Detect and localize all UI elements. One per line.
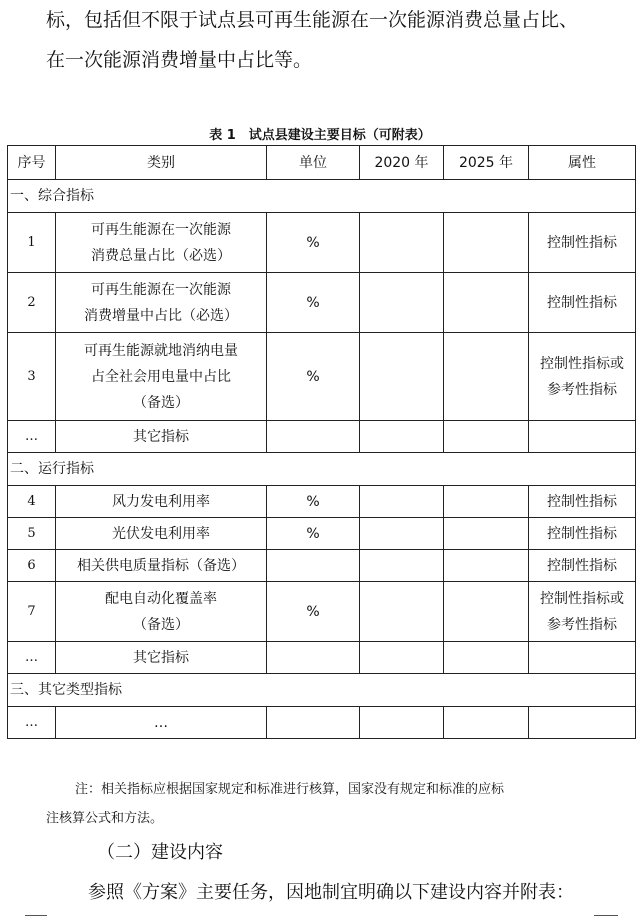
cell-no: 4 [8, 486, 56, 518]
cell-no: 3 [8, 333, 56, 421]
section-row [8, 453, 636, 486]
cell-category [56, 642, 267, 674]
cell-no: … [8, 707, 56, 739]
cell-unit: % [267, 518, 360, 550]
header-2020: 2020 年 [360, 146, 444, 180]
section-row [8, 180, 636, 213]
table-header-row [8, 146, 636, 180]
section-title: 三、其它类型指标 [8, 674, 636, 707]
cell-attr [529, 333, 636, 421]
cell-attr-line: 控制性指标 [547, 234, 617, 251]
cell-category-line: 可再生能源在一次能源 [91, 281, 231, 298]
cell-category [56, 273, 267, 333]
intro-line-2: 在一次能源消费增量中占比等。 [46, 49, 313, 71]
cell-category [56, 486, 267, 518]
table-top-edge-right [594, 915, 618, 916]
cell-2020 [360, 582, 444, 642]
cell-attr [529, 550, 636, 582]
cell-category [56, 421, 267, 453]
cell-category [56, 518, 267, 550]
table-row [8, 642, 636, 674]
cell-attr [529, 642, 636, 674]
cell-category-line: 风力发电利用率 [112, 493, 210, 510]
cell-category [56, 707, 267, 739]
table-row [8, 213, 636, 273]
cell-unit: % [267, 333, 360, 421]
cell-unit [267, 550, 360, 582]
cell-attr [529, 486, 636, 518]
cell-category-line: 可再生能源在一次能源 [91, 221, 231, 238]
note-line-1: 注：相关指标应根据国家规定和标准进行核算，国家没有规定和标准的应标 [75, 782, 505, 797]
cell-category-line: 其它指标 [133, 428, 189, 445]
cell-unit: % [267, 273, 360, 333]
cell-unit: % [267, 486, 360, 518]
cell-2025 [444, 333, 529, 421]
cell-unit: % [267, 582, 360, 642]
section-heading: （二）建设内容 [97, 842, 223, 863]
cell-no: 1 [8, 213, 56, 273]
cell-2020 [360, 642, 444, 674]
cell-2025 [444, 642, 529, 674]
cell-unit [267, 642, 360, 674]
cell-attr [529, 421, 636, 453]
intro-line-1: 标，包括但不限于试点县可再生能源在一次能源消费总量占比、 [46, 9, 579, 31]
table-row [8, 550, 636, 582]
cell-category-line: 消费总量占比（必选） [91, 247, 231, 264]
cell-no: 2 [8, 273, 56, 333]
cell-attr-line: 控制性指标 [547, 525, 617, 542]
cell-category-line: 占全社会用电量中占比 [91, 368, 231, 385]
cell-2020 [360, 273, 444, 333]
cell-unit [267, 707, 360, 739]
cell-2025 [444, 273, 529, 333]
cell-attr [529, 213, 636, 273]
cell-category-line: … [154, 714, 168, 731]
header-no: 序号 [8, 146, 56, 180]
cell-category-line: 相关供电质量指标（备选） [77, 557, 245, 574]
table-top-edge-left [25, 915, 47, 916]
table-row [8, 273, 636, 333]
table-row [8, 486, 636, 518]
cell-attr-line: 控制性指标 [547, 493, 617, 510]
cell-2020 [360, 213, 444, 273]
cell-2020 [360, 486, 444, 518]
cell-attr-line: 控制性指标 [547, 294, 617, 311]
cell-category-line: （备选） [133, 394, 189, 411]
cell-category-line: 消费增量中占比（必选） [84, 307, 238, 324]
table-row [8, 421, 636, 453]
cell-no: … [8, 421, 56, 453]
cell-2020 [360, 421, 444, 453]
cell-category-line: 配电自动化覆盖率 [105, 590, 217, 607]
cell-no: 7 [8, 582, 56, 642]
table-row [8, 518, 636, 550]
cell-attr [529, 518, 636, 550]
cell-attr-line: 参考性指标 [547, 381, 617, 398]
targets-table [7, 145, 636, 739]
cell-2025 [444, 486, 529, 518]
cell-category-line: 其它指标 [133, 649, 189, 666]
body-paragraph: 参照《方案》主要任务，因地制宜明确以下建设内容并附表： [88, 882, 574, 903]
cell-2020 [360, 518, 444, 550]
cell-2025 [444, 518, 529, 550]
header-category: 类别 [56, 146, 267, 180]
header-attr: 属性 [529, 146, 636, 180]
cell-2025 [444, 582, 529, 642]
table-row [8, 582, 636, 642]
table-row [8, 707, 636, 739]
cell-category [56, 582, 267, 642]
cell-2020 [360, 707, 444, 739]
header-unit: 单位 [267, 146, 360, 180]
cell-attr [529, 273, 636, 333]
cell-unit: % [267, 213, 360, 273]
cell-attr [529, 582, 636, 642]
note-line-2: 注核算公式和方法。 [46, 811, 164, 826]
table-caption: 表 1 试点县建设主要目标（可附表） [209, 128, 431, 143]
section-row [8, 674, 636, 707]
table-row [8, 333, 636, 421]
cell-attr-line: 控制性指标或 [540, 590, 624, 607]
cell-no: 5 [8, 518, 56, 550]
cell-2025 [444, 421, 529, 453]
cell-category [56, 333, 267, 421]
cell-2025 [444, 550, 529, 582]
cell-unit [267, 421, 360, 453]
cell-category [56, 213, 267, 273]
cell-no: 6 [8, 550, 56, 582]
cell-category [56, 550, 267, 582]
cell-2025 [444, 213, 529, 273]
cell-attr [529, 707, 636, 739]
section-title: 二、运行指标 [8, 453, 636, 486]
cell-2025 [444, 707, 529, 739]
cell-category-line: （备选） [133, 616, 189, 633]
section-title: 一、综合指标 [8, 180, 636, 213]
cell-no: … [8, 642, 56, 674]
cell-2020 [360, 550, 444, 582]
cell-attr-line: 控制性指标 [547, 557, 617, 574]
cell-category-line: 光伏发电利用率 [112, 525, 210, 542]
cell-2020 [360, 333, 444, 421]
cell-attr-line: 控制性指标或 [540, 355, 624, 372]
cell-category-line: 可再生能源就地消纳电量 [84, 342, 238, 359]
cell-attr-line: 参考性指标 [547, 616, 617, 633]
header-2025: 2025 年 [444, 146, 529, 180]
